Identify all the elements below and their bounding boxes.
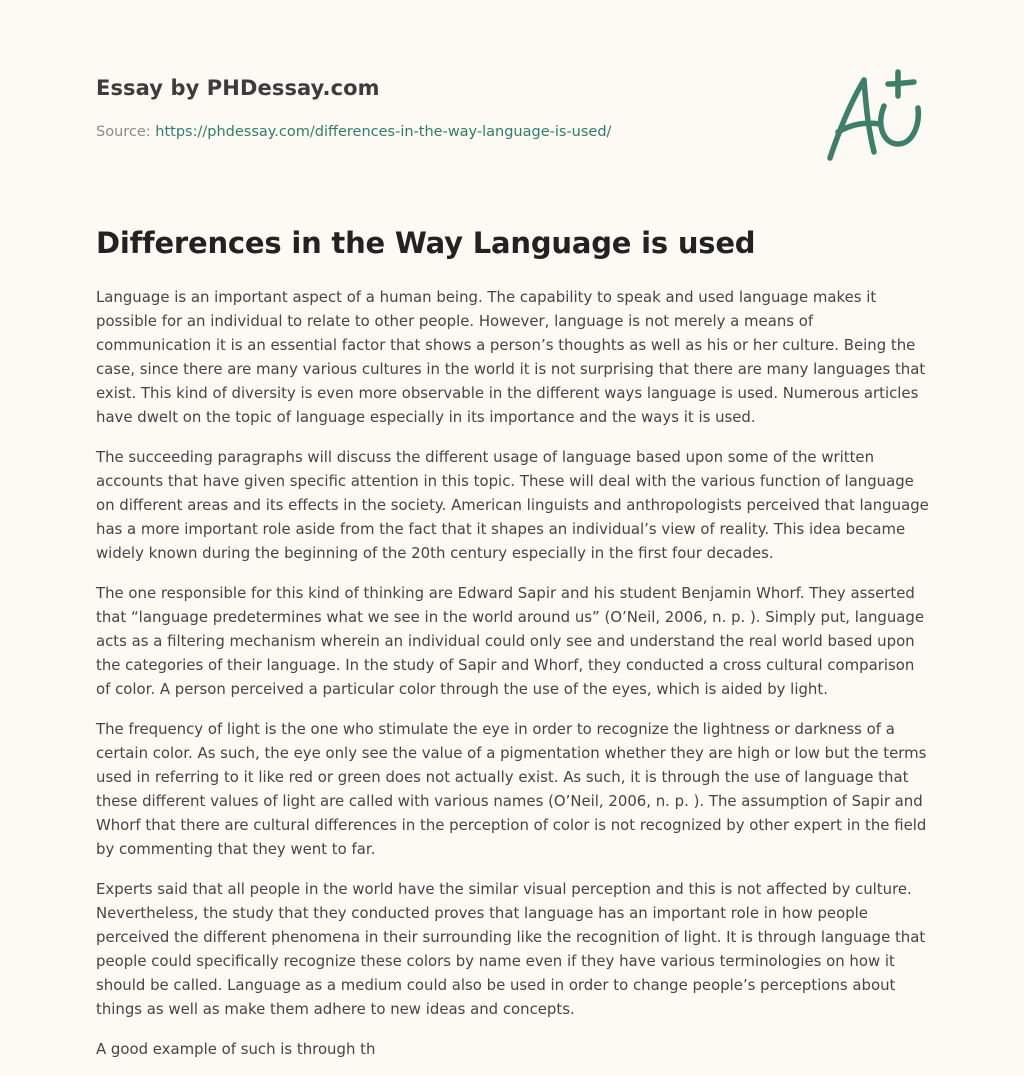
essay-paragraph-truncated: A good example of such is through th (96, 1040, 376, 1058)
essay-paragraph: The one responsible for this kind of thinking are Edward Sapir and his student Benjamin Whorf. They asserted that “language predetermines what we see in the world around us” (O’Neil, 2006, n. p. ). Simply put, language acts as a filtering mechanism wherein an individual could only see and understand the real world based upon the categories of their language. In the study of Sapir and Whorf, they conducted a cross cultural comparison of color. A person perceived a particular color through the use of the eyes, which is aided by light. (96, 584, 925, 698)
source-line (96, 124, 611, 140)
essay-paragraph: Language is an important aspect of a human being. The capability to speak and used language makes it possible for an individual to relate to other people. However, language is not merely a means of communication it is an essential factor that shows a person’s thoughts as well as his or her culture. Being the case, since there are many various cultures in the world it is not surprising that there are many languages that exist. This kind of diversity is even more observable in the different ways language is used. Numerous articles have dwelt on the topic of language especially in its importance and the ways it is used. (96, 288, 926, 426)
site-brand: Essay by PHDessay.com (96, 76, 380, 100)
essay-title: Differences in the Way Language is used (96, 226, 756, 260)
essay-paragraph: The succeeding paragraphs will discuss the different usage of language based upon some of the written accounts that have given specific attention in this topic. These will deal with the various function of language on different areas and its effects in the society. American linguists and anthropologists perceived that language has a more important role aside from the fact that it shapes an individual’s view of reality. This idea became widely known during the beginning of the 20th century especially in the first four decades. (96, 448, 929, 562)
source-link[interactable]: https://phdessay.com/differences-in-the-way-language-is-used/ (155, 124, 612, 140)
essay-paragraph: Experts said that all people in the world have the similar visual perception and this is not affected by culture. Nevertheless, the study that they conducted proves that language has an important role in how people perceived the different phenomena in their surrounding like the recognition of light. It is through language that people could specifically recognize these colors by name even if they have various terminologies on how it should be called. Language as a medium could also be used in order to change people’s perceptions about things as well as make them adhere to new ideas and concepts. (96, 880, 926, 1018)
essay-body (96, 285, 932, 1076)
a-plus-logo-icon (818, 66, 930, 166)
source-label: Source: (96, 124, 156, 140)
essay-paragraph: The frequency of light is the one who stimulate the eye in order to recognize the lightness or darkness of a certain color. As such, the eye only see the value of a pigmentation whether they are high or low but the terms used in referring to it like red or green does not actually exist. As such, it is through the use of language that these different values of light are called with various names (O’Neil, 2006, n. p. ). The assumption of Sapir and Whorf that there are cultural differences in the perception of color is not recognized by other expert in the field by commenting that they went to far. (96, 720, 927, 858)
